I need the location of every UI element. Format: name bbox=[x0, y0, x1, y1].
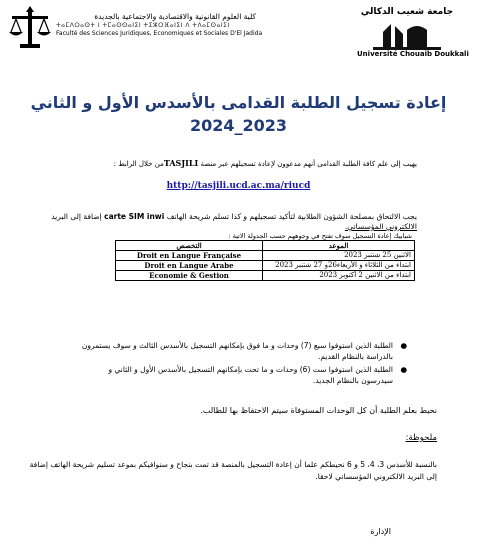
table-row bbox=[116, 261, 415, 271]
warning-paragraph bbox=[37, 212, 417, 232]
bullet-text: الطلبة الذين استوفوا سبع (7) وحدات و ما فوق بإمكانهم التسجيل بالأسدس الثالث و سوف يستمرون بالدراسة بالنظام القديم. bbox=[81, 341, 393, 361]
platform-name: TASJILI bbox=[163, 158, 199, 168]
bullet-dot-icon: ● bbox=[400, 341, 407, 350]
col-date-header: الموعد bbox=[263, 241, 415, 251]
university-block bbox=[357, 6, 469, 59]
table-row bbox=[116, 271, 415, 281]
intro-text-before: يهيب إلى علم كافة الطلبة القدامى أنهم مدعوون لإعادة تسجيلهم عبر منصة bbox=[198, 160, 417, 168]
university-logo bbox=[369, 20, 445, 50]
registration-link[interactable]: http://tasjili.ucd.ac.ma/riucd bbox=[166, 181, 311, 191]
warning-line-2: الالكتروني المؤسساتي. bbox=[344, 222, 417, 231]
faculty-name-fr: Faculté des Sciences Juridiques, Economiques et Sociales D'El Jadida bbox=[56, 30, 263, 37]
schedule-intro: شبابيك إعادة التسجيل سوف تفتح في وجوههم حسب الجدولة الاتية : bbox=[228, 232, 412, 240]
sim-card-label: carte SIM inwi bbox=[104, 212, 165, 221]
spec-cell: Economie & Gestion bbox=[116, 271, 263, 281]
date-cell: الاثنين 25 شتنبر 2023 bbox=[263, 251, 415, 261]
faculty-name-ar: كلية العلوم القانونية والاقتصادية والاجتماعية بالجديدة bbox=[94, 12, 256, 21]
warning-text-before: يجب الالتحاق بمصلحة الشؤون الطلابية لتأكيد تسجيلهم و كذا تسلم شريحة الهاتف bbox=[164, 212, 417, 221]
administration-signature: الإدارة bbox=[370, 527, 391, 536]
note-heading: ملحوظة: bbox=[405, 433, 437, 443]
page-title: إعادة تسجيل الطلبة القدامى بالأسدس الأول و الثاني bbox=[30, 93, 447, 112]
note-paragraph: بالنسبة للأسدس 3، 4، 5 و 6 نحيطكم علما أن إعادة التسجيل بالمنصة قد تمت بنجاح و سنوافيكم بموعد تسليم شريحة الهاتف إضافة إلى البريد الالكتروني المؤسساتي لاحقا. bbox=[29, 460, 437, 481]
bullet-dot-icon: ● bbox=[400, 365, 407, 374]
intro-paragraph bbox=[37, 158, 417, 168]
units-kept-note: نحيط بعلم الطلبة أن كل الوحدات المستوفاة سيتم الاحتفاظ بها للطالب. bbox=[200, 406, 437, 415]
col-spec-header: التخصص bbox=[116, 241, 263, 251]
table-row bbox=[116, 251, 415, 261]
spec-cell: Droit en Langue Française bbox=[116, 251, 263, 261]
university-name-ar: جامعة شعيب الدكالي bbox=[360, 7, 454, 17]
intro-text-after: من خلال الرابط : bbox=[113, 160, 164, 168]
university-name-fr: Université Chouaib Doukkali bbox=[357, 50, 469, 58]
faculty-name-tifinagh: ⵜⴰⵎⴷⵔⴰⵙⵜ ⵏ ⵜⵎⴰⵙⵙⴰⵏⵉⵏ ⵜⵉⵣⵔⴼⴰⵏⵉⵏ ⴷ ⵜⴷⴰⵎⵙⴰⵏⵉⵏ bbox=[56, 22, 230, 29]
faculty-scales-logo bbox=[8, 6, 52, 50]
list-item bbox=[77, 364, 407, 386]
schedule-table bbox=[115, 240, 415, 281]
faculty-name-block bbox=[56, 12, 263, 38]
table-header-row bbox=[116, 241, 415, 251]
list-item bbox=[77, 340, 407, 362]
bullet-list bbox=[77, 340, 407, 388]
bullet-text: الطلبة الذين استوفوا ست (6) وحدات و ما تحت بإمكانهم التسجيل بالأسدس الأول و الثاني و سيدرسون بالنظام الجديد. bbox=[108, 365, 393, 385]
spec-cell: Droit en Langue Arabe bbox=[116, 261, 263, 271]
warning-text-after: إضافة إلى البريد bbox=[51, 212, 105, 221]
date-cell: ابتداء من الاثنين 2 أكتوبر 2023 bbox=[263, 271, 415, 281]
page-title-year: 2024_2023 bbox=[189, 116, 288, 135]
date-cell: ابتداء من الثلاثاء و الأربعاء26و 27 شتنبر 2023 bbox=[263, 261, 415, 271]
